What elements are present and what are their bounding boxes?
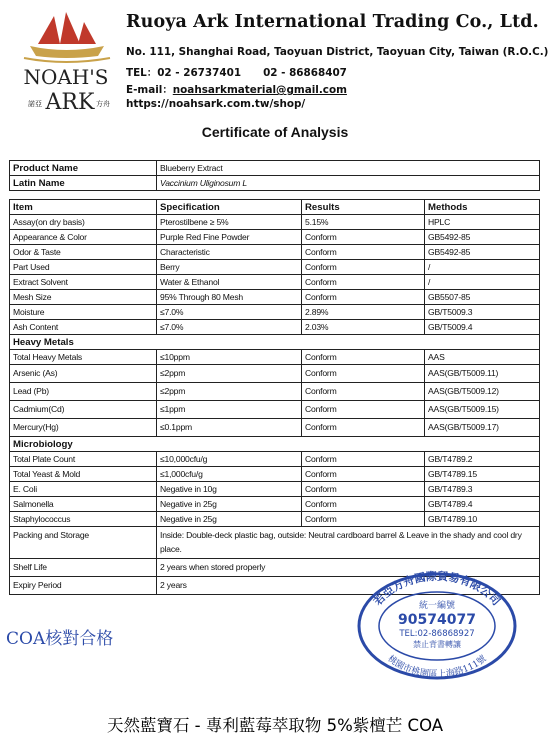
- result-cell: Conform: [302, 497, 425, 512]
- table-row: [10, 497, 540, 512]
- result-cell: 2.89%: [302, 305, 425, 320]
- item-cell: Mesh Size: [10, 290, 157, 305]
- specification-cell: Pterostilbene ≥ 5%: [157, 215, 302, 230]
- tel-number-2: 02 - 86868407: [263, 67, 347, 79]
- svg-text:NOAH'S: NOAH'S: [23, 65, 109, 89]
- svg-text:諾亞: 諾亞: [28, 100, 42, 108]
- method-cell: AAS(GB/T5009.12): [425, 383, 540, 401]
- method-cell: GB5507-85: [425, 290, 540, 305]
- shelf-life-label: Shelf Life: [10, 559, 157, 577]
- table-row: [10, 305, 540, 320]
- seal-tel: TEL:02-86868927: [399, 629, 475, 639]
- column-header: Specification: [157, 200, 302, 215]
- table-row: [10, 482, 540, 497]
- item-cell: Cadmium(Cd): [10, 401, 157, 419]
- company-phone: [126, 64, 347, 79]
- method-cell: AAS(GB/T5009.15): [425, 401, 540, 419]
- result-cell: 2.03%: [302, 320, 425, 335]
- method-cell: AAS: [425, 350, 540, 365]
- specification-cell: 95% Through 80 Mesh: [157, 290, 302, 305]
- item-cell: Total Plate Count: [10, 452, 157, 467]
- specification-cell: ≤2ppm: [157, 383, 302, 401]
- table-row: [10, 260, 540, 275]
- result-cell: Conform: [302, 383, 425, 401]
- method-cell: AAS(GB/T5009.11): [425, 365, 540, 383]
- item-cell: Moisture: [10, 305, 157, 320]
- seal-line1: 統一編號: [418, 601, 456, 611]
- email-link[interactable]: noahsarkmaterial@gmail.com: [172, 84, 347, 96]
- item-cell: Staphylococcus: [10, 512, 157, 527]
- svg-text:桃園市桃園區上海路111號: [385, 652, 488, 679]
- result-cell: Conform: [302, 290, 425, 305]
- coa-verified-stamp: COA核對合格: [6, 629, 114, 649]
- tel-label: TEL：: [126, 67, 158, 79]
- noahs-ark-logo: [10, 10, 122, 115]
- item-cell: Extract Solvent: [10, 275, 157, 290]
- table-row: [10, 320, 540, 335]
- method-cell: GB/T5009.4: [425, 320, 540, 335]
- item-cell: Lead (Pb): [10, 383, 157, 401]
- result-cell: Conform: [302, 401, 425, 419]
- specification-cell: ≤1,000cfu/g: [157, 467, 302, 482]
- latin-name-label: Latin Name: [10, 176, 157, 191]
- section-microbiology: Microbiology: [10, 437, 540, 452]
- method-cell: GB/T4789.15: [425, 467, 540, 482]
- table-row: [10, 275, 540, 290]
- packing-value: Inside: Double-deck plastic bag, outside: Neutral cardboard barrel & Leave in the shady and cool dry place.: [157, 527, 540, 559]
- result-cell: Conform: [302, 230, 425, 245]
- table-row: [10, 383, 540, 401]
- document-title: Certificate of Analysis: [201, 124, 349, 140]
- specification-cell: Berry: [157, 260, 302, 275]
- specification-cell: ≤10ppm: [157, 350, 302, 365]
- seal-ring-text: 若亞方舟國際貿易有限公司: [371, 569, 503, 609]
- section-heavy-metals: Heavy Metals: [10, 335, 540, 350]
- method-cell: GB/T4789.2: [425, 452, 540, 467]
- column-header: Item: [10, 200, 157, 215]
- latin-name-row: [10, 176, 540, 191]
- column-header: Methods: [425, 200, 540, 215]
- specification-cell: Negative in 25g: [157, 497, 302, 512]
- method-cell: GB/T4789.3: [425, 482, 540, 497]
- specification-cell: ≤2ppm: [157, 365, 302, 383]
- item-cell: Appearance & Color: [10, 230, 157, 245]
- result-cell: Conform: [302, 452, 425, 467]
- letterhead: [0, 0, 550, 118]
- company-email: [126, 81, 347, 96]
- specification-cell: Purple Red Fine Powder: [157, 230, 302, 245]
- item-cell: Arsenic (As): [10, 365, 157, 383]
- seal-bottom-text: 桃園市桃園區上海路111號: [385, 654, 489, 680]
- item-cell: Assay(on dry basis): [10, 215, 157, 230]
- item-cell: Part Used: [10, 260, 157, 275]
- column-header: Results: [302, 200, 425, 215]
- result-cell: Conform: [302, 275, 425, 290]
- tel-number-1: 02 - 26737401: [157, 67, 242, 79]
- table-row: [10, 245, 540, 260]
- coa-table: [9, 160, 540, 595]
- item-cell: Mercury(Hg): [10, 419, 157, 437]
- method-cell: GB5492-85: [425, 230, 540, 245]
- product-name-row: [10, 161, 540, 176]
- packing-row: [10, 527, 540, 559]
- company-name: Ruoya Ark International Trading Co., Ltd.: [126, 12, 539, 32]
- table-row: [10, 290, 540, 305]
- result-cell: Conform: [302, 419, 425, 437]
- result-cell: Conform: [302, 365, 425, 383]
- specification-cell: Negative in 10g: [157, 482, 302, 497]
- spacer-row: [10, 191, 540, 200]
- result-cell: Conform: [302, 467, 425, 482]
- table-row: [10, 452, 540, 467]
- product-name-label: Product Name: [10, 161, 157, 176]
- latin-name-value: Vaccinium Uliginosum L: [157, 176, 540, 191]
- product-name-value: Blueberry Extract: [157, 161, 540, 176]
- method-cell: AAS(GB/T5009.17): [425, 419, 540, 437]
- table-row: [10, 350, 540, 365]
- result-cell: Conform: [302, 260, 425, 275]
- specification-cell: ≤7.0%: [157, 320, 302, 335]
- table-row: [10, 365, 540, 383]
- table-row: [10, 215, 540, 230]
- seal-number: 90574077: [398, 612, 476, 628]
- email-label: E-mail：: [126, 84, 173, 96]
- result-cell: Conform: [302, 350, 425, 365]
- method-cell: /: [425, 275, 540, 290]
- company-seal: [352, 562, 522, 680]
- method-cell: HPLC: [425, 215, 540, 230]
- seal-line4: 禁止背書轉讓: [413, 640, 461, 649]
- company-website[interactable]: https://noahsark.com.tw/shop/: [126, 98, 306, 110]
- result-cell: Conform: [302, 245, 425, 260]
- shelf-life-value: 2 years when stored properly: [157, 559, 540, 577]
- section-header-row: [10, 437, 540, 452]
- image-caption: 天然藍寶石 - 專利藍莓萃取物 5%紫檀芒 COA: [106, 716, 444, 735]
- specification-cell: ≤1ppm: [157, 401, 302, 419]
- specification-cell: ≤7.0%: [157, 305, 302, 320]
- svg-text:方舟: 方舟: [96, 100, 110, 108]
- method-cell: GB/T5009.3: [425, 305, 540, 320]
- result-cell: Conform: [302, 482, 425, 497]
- item-cell: Total Yeast & Mold: [10, 467, 157, 482]
- specification-cell: ≤0.1ppm: [157, 419, 302, 437]
- item-cell: Salmonella: [10, 497, 157, 512]
- result-cell: 5.15%: [302, 215, 425, 230]
- specification-cell: ≤10,000cfu/g: [157, 452, 302, 467]
- method-cell: /: [425, 260, 540, 275]
- method-cell: GB/T4789.4: [425, 497, 540, 512]
- table-row: [10, 512, 540, 527]
- item-cell: Ash Content: [10, 320, 157, 335]
- table-row: [10, 230, 540, 245]
- item-cell: Odor & Taste: [10, 245, 157, 260]
- packing-label: Packing and Storage: [10, 527, 157, 559]
- item-cell: Total Heavy Metals: [10, 350, 157, 365]
- item-cell: E. Coli: [10, 482, 157, 497]
- section-header-row: [10, 335, 540, 350]
- ark-logo-icon: [10, 10, 122, 115]
- result-cell: Conform: [302, 512, 425, 527]
- svg-text:ARK: ARK: [45, 90, 95, 115]
- expiry-label: Expiry Period: [10, 577, 157, 595]
- method-cell: GB/T4789.10: [425, 512, 540, 527]
- specification-cell: Negative in 25g: [157, 512, 302, 527]
- table-row: [10, 419, 540, 437]
- column-header-row: [10, 200, 540, 215]
- method-cell: GB5492-85: [425, 245, 540, 260]
- table-row: [10, 467, 540, 482]
- expiry-value: 2 years: [157, 577, 540, 595]
- company-address: No. 111, Shanghai Road, Taoyuan District, Taoyuan City, Taiwan (R.O.C.): [126, 46, 549, 58]
- specification-cell: Water & Ethanol: [157, 275, 302, 290]
- specification-cell: Characteristic: [157, 245, 302, 260]
- table-row: [10, 401, 540, 419]
